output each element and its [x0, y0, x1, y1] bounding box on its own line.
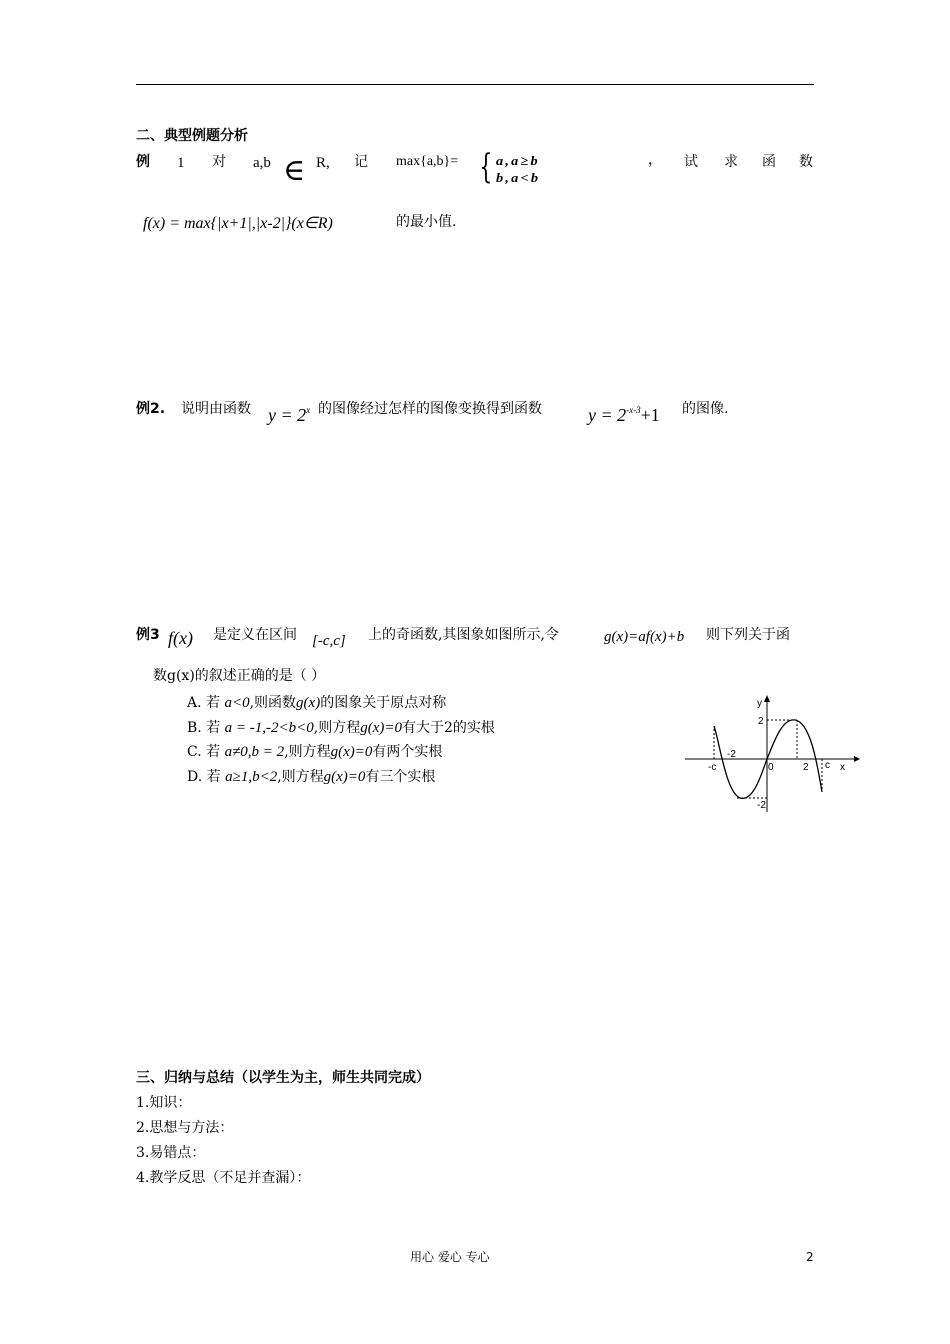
graph-y-bottom: -2	[757, 800, 766, 811]
graph-y-label: y	[757, 698, 762, 709]
example-3-text-3: 则下列关于函	[706, 627, 790, 643]
option-d-ruo: 若	[206, 769, 221, 785]
example-1-word-ji: 记	[354, 154, 368, 170]
option-b-ruo: 若	[206, 720, 221, 736]
piecewise-case-2: b,a<b	[495, 170, 541, 185]
example-1-word-dui: 对	[212, 154, 226, 170]
example-3-text-line-2: 数g(x)的叙述正确的是（ ）	[153, 668, 326, 684]
footer-motto: 用心 爱心 专心	[410, 1250, 490, 1264]
example-1-word-shi: 试	[684, 154, 698, 170]
graph-x-neg-c: -c	[708, 762, 717, 773]
example-3-fx: f(x)	[168, 628, 193, 648]
x-axis-arrow	[854, 756, 860, 762]
option-c-rest: ,则方程	[284, 744, 331, 760]
graph-x-c: c	[825, 760, 830, 771]
summary-item-reflection: 4.教学反思（不足并查漏）：	[136, 1170, 311, 1186]
option-d	[187, 768, 435, 786]
example-2-text-1: 说明由函数	[181, 401, 251, 417]
y-axis-arrow	[764, 695, 770, 702]
graph-x-2: 2	[803, 762, 809, 773]
odd-function-graph	[682, 692, 862, 820]
example-1-max-def: max{a,b}=	[396, 154, 459, 169]
example-2-eq-1-exponent: x	[306, 405, 311, 415]
option-a	[187, 694, 446, 712]
option-a-tail: 的图象关于原点对称	[320, 695, 447, 711]
option-b-g: g(x)=0	[360, 720, 402, 736]
option-a-letter: A.	[187, 695, 202, 711]
option-c	[187, 743, 442, 761]
example-3-interval: [-c,c]	[312, 633, 346, 649]
example-2-eq-2-tail: +1	[640, 405, 660, 425]
graph-origin: 0	[768, 762, 774, 773]
example-1-tail: 的最小值.	[396, 214, 457, 230]
example-3-gx-definition: g(x)=af(x)+b	[604, 629, 685, 645]
example-1-word-shu: 数	[799, 154, 813, 170]
example-2-text-2: 的图像经过怎样的图像变换得到函数	[318, 401, 542, 417]
summary-item-mistakes: 3.易错点：	[136, 1145, 206, 1161]
page-number: 2	[806, 1250, 814, 1264]
example-2-eq-2: y = 2	[588, 405, 627, 425]
example-1-comma: ，	[648, 152, 662, 168]
option-d-g: g(x)=0	[323, 769, 366, 785]
option-a-rest: ,则函数	[249, 695, 297, 711]
summary-item-methods: 2.思想与方法：	[136, 1120, 234, 1136]
piecewise-brace: {	[479, 147, 493, 187]
option-b-rest: ,则方程	[313, 720, 361, 736]
option-a-condition: a<0	[224, 695, 250, 711]
option-c-condition: a≠0,b = 2	[224, 744, 285, 760]
graph-y-top: 2	[758, 716, 764, 727]
piecewise-case-1: a,a≥b	[496, 153, 540, 168]
graph-x-label: x	[840, 762, 845, 773]
graph-x-neg-2: -2	[727, 749, 736, 760]
option-a-g: g(x)	[296, 695, 321, 711]
option-b	[187, 719, 495, 737]
example-2-eq-1: y = 2	[268, 405, 307, 425]
option-c-letter: C.	[187, 744, 202, 760]
section-heading-2: 二、典型例题分析	[136, 128, 248, 144]
option-c-g: g(x)=0	[330, 744, 373, 760]
option-c-ruo: 若	[206, 744, 221, 760]
option-b-condition: a = -1,-2<b<0	[224, 720, 314, 736]
option-b-letter: B.	[187, 720, 202, 736]
section-heading-3: 三、归纳与总结（以学生为主，师生共同完成）	[136, 1070, 430, 1086]
header-rule	[136, 84, 814, 85]
option-c-tail: 有两个实根	[372, 744, 443, 760]
example-1-ab: a,b	[253, 155, 271, 171]
option-b-tail: 有大于2的实根	[402, 720, 495, 736]
example-1-number: 1	[177, 155, 185, 171]
example-1-word-han: 函	[762, 154, 776, 170]
example-1-formula: f(x) = max{|x+1|,|x-2|}(x∈R)	[143, 215, 333, 232]
example-3-text-1: 是定义在区间	[213, 627, 297, 643]
option-d-tail: 有三个实根	[365, 769, 436, 785]
example-2-eq-2-exponent: -x-3	[626, 405, 641, 415]
element-of-symbol: ∈	[283, 153, 306, 188]
option-d-letter: D.	[187, 769, 203, 785]
example-3-label: 例3	[136, 627, 160, 643]
example-3-text-2: 上的奇函数,其图象如图所示,令	[368, 627, 559, 643]
option-a-ruo: 若	[206, 695, 221, 711]
example-1-label: 例	[136, 154, 150, 170]
example-2-text-3: 的图像.	[682, 401, 729, 417]
example-1-word-qiu: 求	[724, 154, 738, 170]
example-1-R: R,	[316, 155, 330, 171]
example-2-label: 例2.	[136, 401, 166, 417]
summary-item-knowledge: 1.知识：	[136, 1095, 192, 1111]
option-d-rest: ,则方程	[277, 769, 324, 785]
option-d-condition: a≥1,b<2	[225, 769, 278, 785]
